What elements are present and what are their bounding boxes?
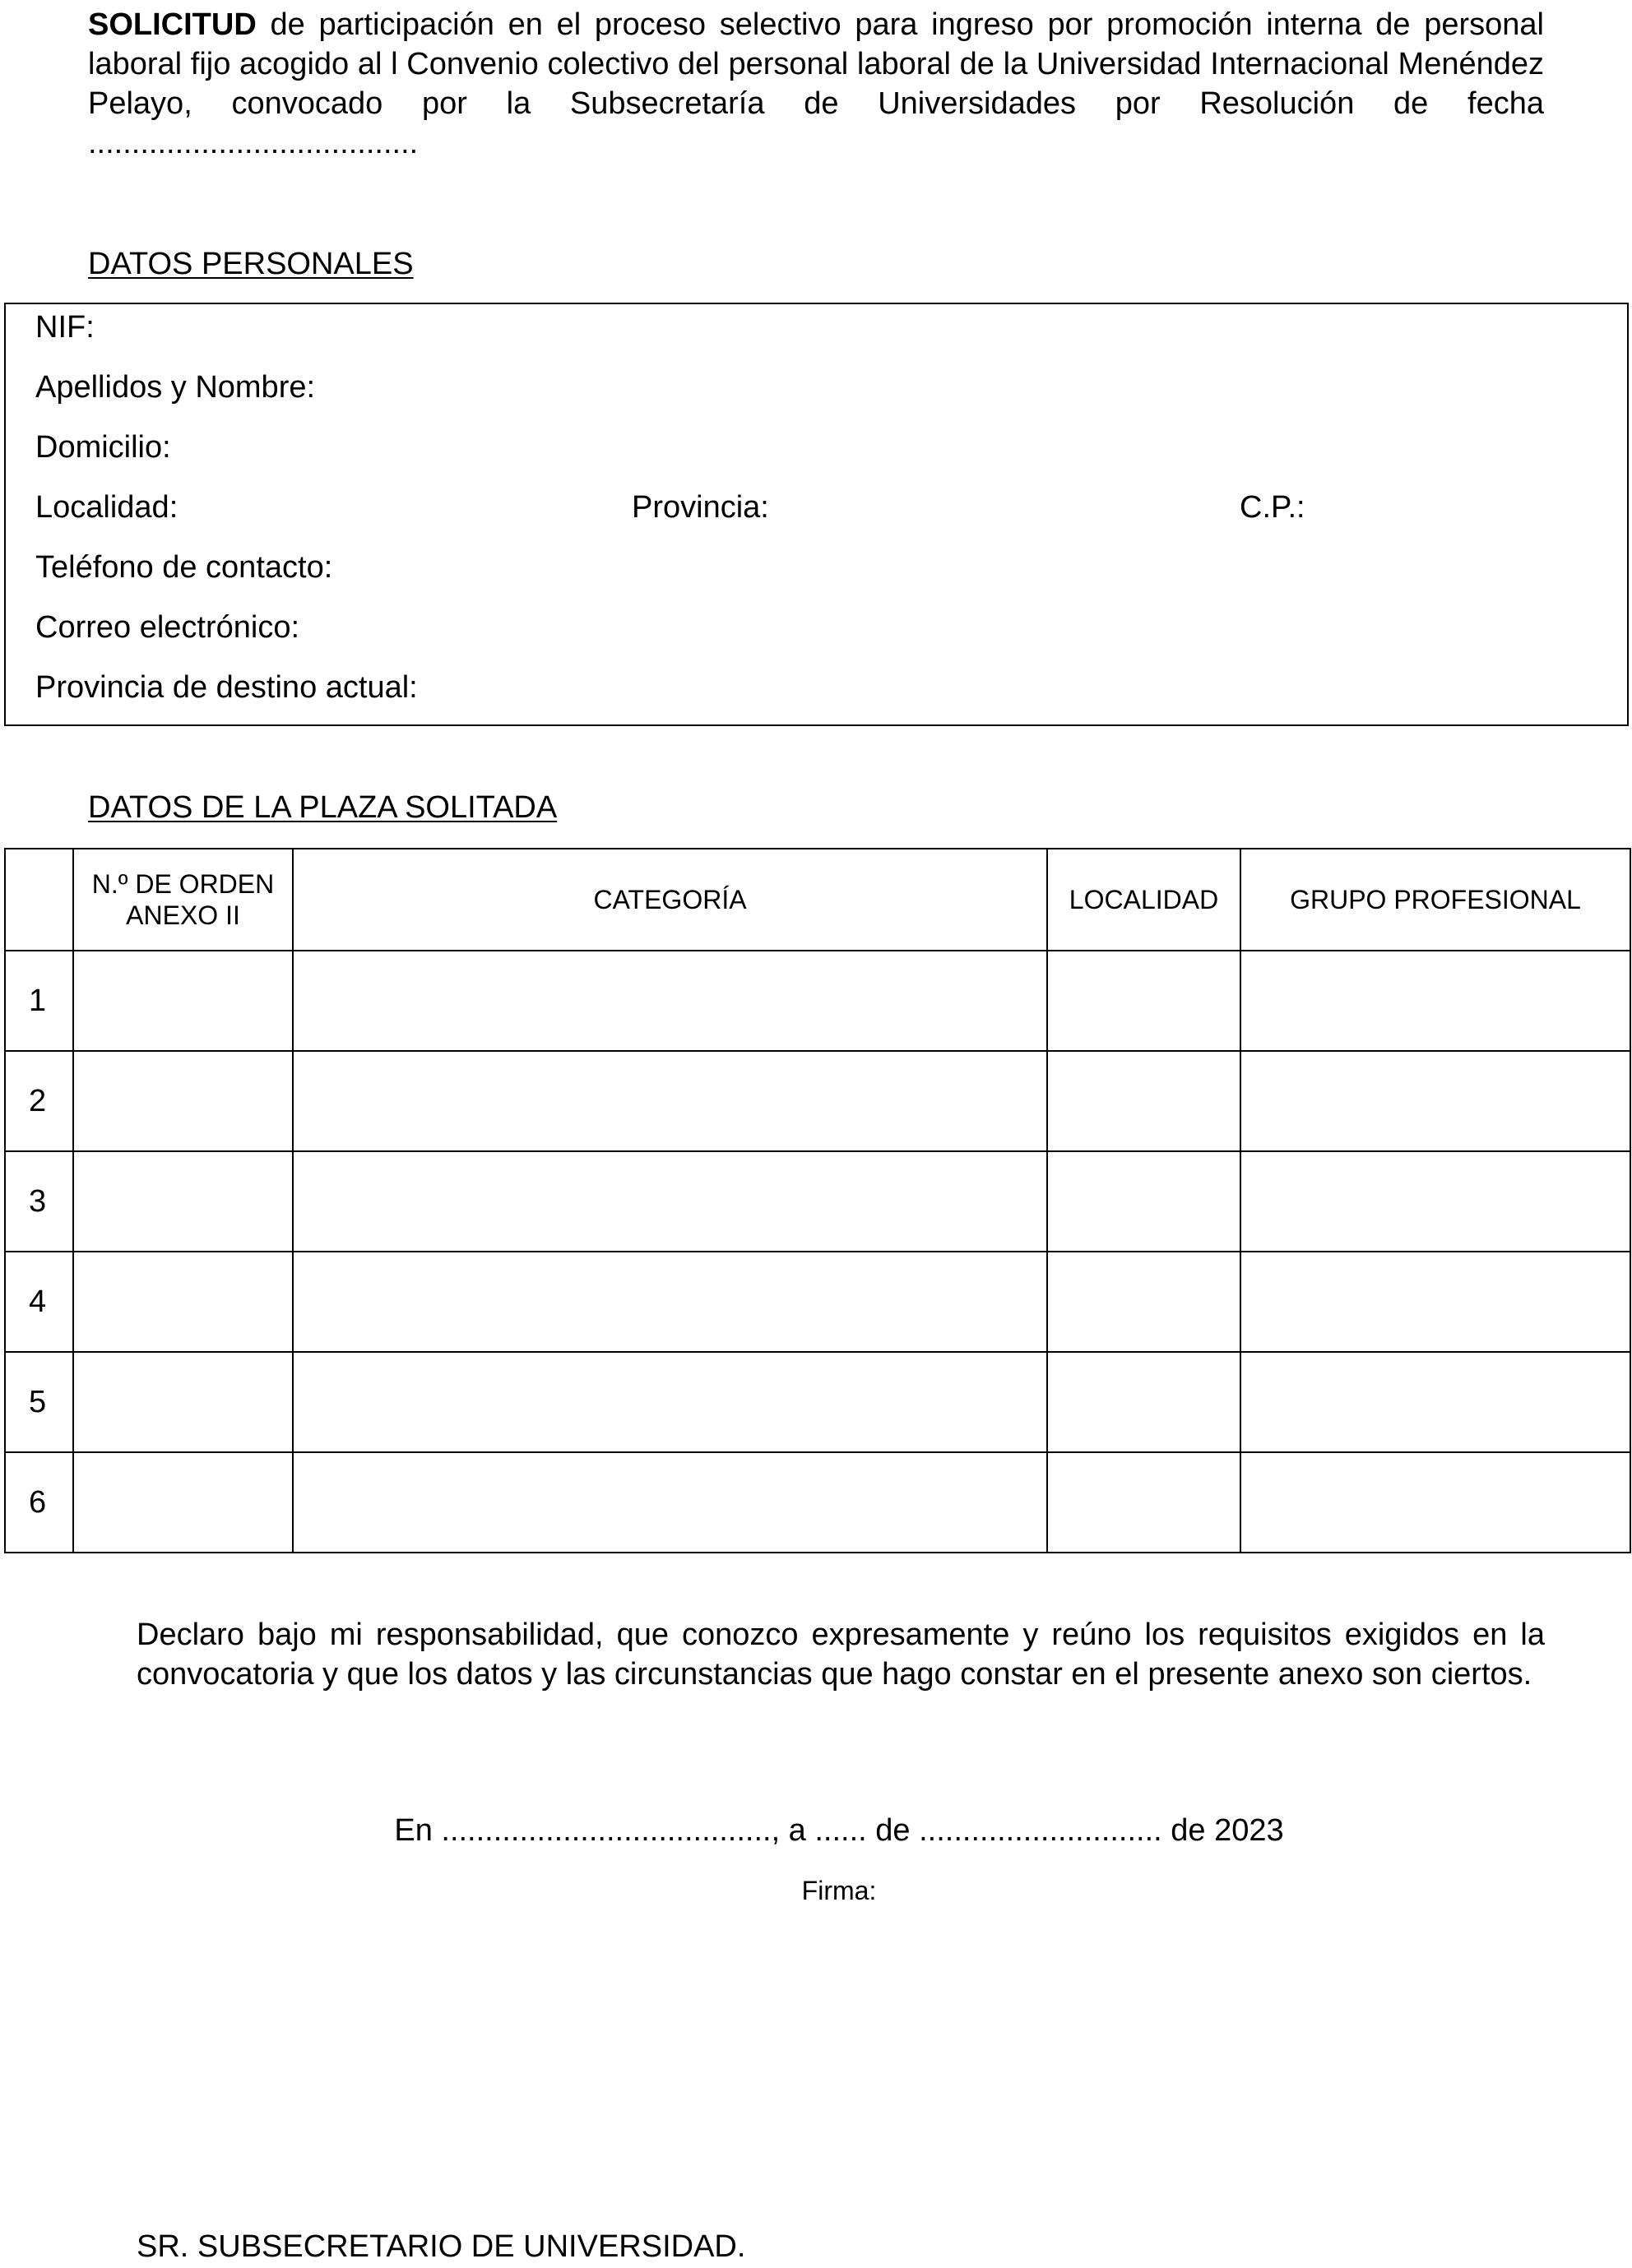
categoria-cell[interactable] (293, 1151, 1047, 1252)
localidad-cell[interactable] (1047, 1252, 1240, 1352)
orden-cell[interactable] (73, 1151, 293, 1252)
correo-label: Correo electrónico: (35, 610, 300, 645)
localidad-cell[interactable] (1047, 1151, 1240, 1252)
orden-cell[interactable] (73, 951, 293, 1051)
table-row (5, 1452, 1630, 1553)
signature-label: Firma: (801, 1876, 877, 1905)
table-row (5, 1252, 1630, 1352)
localidad-cell[interactable] (1047, 1452, 1240, 1553)
telefono-label: Teléfono de contacto: (35, 550, 333, 585)
grupo-cell[interactable] (1240, 1352, 1630, 1452)
row-number: 1 (5, 951, 73, 1051)
table-row (5, 951, 1630, 1051)
orden-header-line1: N.º DE ORDEN (91, 869, 275, 899)
row-number: 2 (5, 1051, 73, 1151)
grupo-cell[interactable] (1240, 1051, 1630, 1151)
intro-text: de participación en el proceso selectivo para ingreso por promoción interna de personal laboral fijo acogido al l Convenio colectivo del personal laboral de la Universidad Internacional Menéndez Pelayo, convocado por la Subsecretaría de Universidades por Resolución de fecha ...................................... (88, 7, 1544, 160)
grupo-cell[interactable] (1240, 1452, 1630, 1553)
provincia-destino-label: Provincia de destino actual: (35, 670, 418, 705)
declaration-paragraph: Declaro bajo mi responsabilidad, que conozco expresamente y reúno los requisitos exigidos en la convocatoria y que los datos y las circunstancias que hago constar en el presente anexo son ciertos. (137, 1618, 1545, 1692)
orden-anexo-header (73, 849, 293, 951)
grupo-cell[interactable] (1240, 1252, 1630, 1352)
row-number: 5 (5, 1352, 73, 1452)
localidad-header: LOCALIDAD (1047, 849, 1240, 951)
row-number: 3 (5, 1151, 73, 1252)
plaza-table-header-row (5, 849, 1630, 951)
table-row (5, 1352, 1630, 1452)
categoria-cell[interactable] (293, 1352, 1047, 1452)
row-number-header (5, 849, 73, 951)
place-date-line: En ......................................, a ...... de ............................ de 2023 (394, 1813, 1284, 1848)
categoria-header: CATEGORÍA (293, 849, 1047, 951)
orden-cell[interactable] (73, 1352, 293, 1452)
categoria-cell[interactable] (293, 1252, 1047, 1352)
orden-cell[interactable] (73, 1452, 293, 1553)
localidad-cell[interactable] (1047, 1051, 1240, 1151)
orden-cell[interactable] (73, 1252, 293, 1352)
apellidos-nombre-label: Apellidos y Nombre: (35, 370, 316, 405)
personal-data-box (4, 303, 1629, 726)
cp-label: C.P.: (1240, 490, 1305, 525)
table-row (5, 1051, 1630, 1151)
grupo-cell[interactable] (1240, 1151, 1630, 1252)
categoria-cell[interactable] (293, 1051, 1047, 1151)
grupo-cell[interactable] (1240, 951, 1630, 1051)
orden-header-line2: ANEXO II (126, 900, 240, 930)
nif-label: NIF: (35, 310, 95, 345)
provincia-label: Provincia: (632, 490, 769, 525)
grupo-profesional-header: GRUPO PROFESIONAL (1240, 849, 1630, 951)
plaza-data-heading: DATOS DE LA PLAZA SOLITADA (88, 790, 558, 825)
orden-cell[interactable] (73, 1051, 293, 1151)
plaza-table (4, 848, 1631, 1553)
categoria-cell[interactable] (293, 1452, 1047, 1553)
localidad-cell[interactable] (1047, 1352, 1240, 1452)
domicilio-label: Domicilio: (35, 430, 171, 465)
localidad-label: Localidad: (35, 490, 178, 525)
row-number: 6 (5, 1452, 73, 1553)
intro-bold-lead: SOLICITUD (88, 7, 257, 42)
row-number: 4 (5, 1252, 73, 1352)
personal-data-heading: DATOS PERSONALES (88, 247, 414, 281)
intro-paragraph (88, 5, 1544, 163)
addressee: SR. SUBSECRETARIO DE UNIVERSIDAD. (137, 2229, 746, 2264)
categoria-cell[interactable] (293, 951, 1047, 1051)
table-row (5, 1151, 1630, 1252)
localidad-cell[interactable] (1047, 951, 1240, 1051)
